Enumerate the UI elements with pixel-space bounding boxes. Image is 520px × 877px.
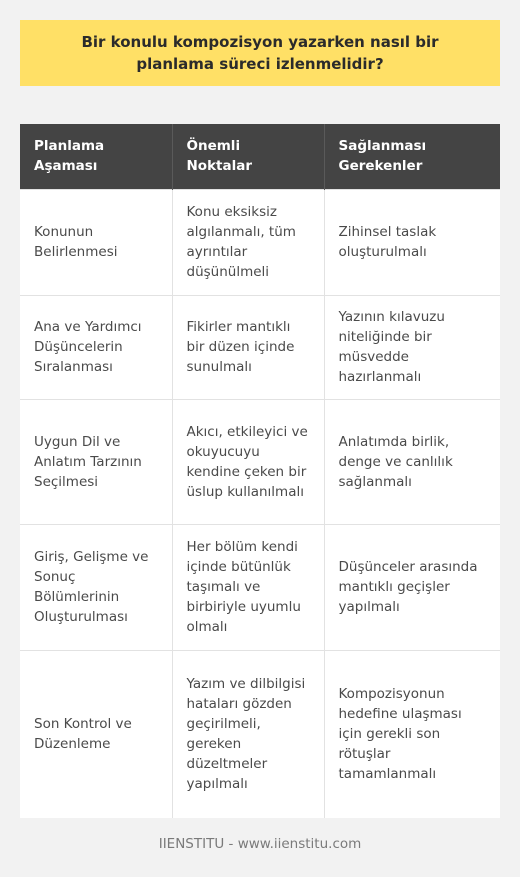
table-cell: Anlatımda birlik, denge ve canlılık sağlanmalı: [324, 399, 500, 524]
table-cell: Konu eksiksiz algılanmalı, tüm ayrıntılar düşünülmeli: [172, 189, 324, 295]
column-header-key-points: Önemli Noktalar: [172, 124, 324, 189]
table-cell: Ana ve Yardımcı Düşüncelerin Sıralanması: [20, 295, 172, 399]
table-cell: Fikirler mantıklı bir düzen içinde sunulmalı: [172, 295, 324, 399]
table-row: [20, 295, 500, 399]
table-cell: Zihinsel taslak oluşturulmalı: [324, 189, 500, 295]
table-row: [20, 189, 500, 295]
table-cell: Yazının kılavuzu niteliğinde bir müsvedde hazırlanmalı: [324, 295, 500, 399]
footer-credit: IIENSTITU - www.iienstitu.com: [158, 836, 362, 852]
table-cell: Akıcı, etkileyici ve okuyucuyu kendine çeken bir üslup kullanılmalı: [172, 399, 324, 524]
page-title: Bir konulu kompozisyon yazarken nasıl bir planlama süreci izlenmelidir?: [81, 33, 439, 73]
table-row: [20, 524, 500, 650]
table-row: [20, 650, 500, 818]
table-header-row: [20, 124, 500, 189]
table-cell: Kompozisyonun hedefine ulaşması için gerekli son rötuşlar tamamlanmalı: [324, 650, 500, 818]
table-cell: Konunun Belirlenmesi: [20, 189, 172, 295]
title-banner: [20, 20, 500, 86]
planning-table: [20, 124, 500, 818]
table-cell: Yazım ve dilbilgisi hataları gözden geçirilmeli, gereken düzeltmeler yapılmalı: [172, 650, 324, 818]
table-cell: Uygun Dil ve Anlatım Tarzının Seçilmesi: [20, 399, 172, 524]
table-cell: Her bölüm kendi içinde bütünlük taşımalı ve birbiriyle uyumlu olmalı: [172, 524, 324, 650]
table-cell: Son Kontrol ve Düzenleme: [20, 650, 172, 818]
table-row: [20, 399, 500, 524]
table-cell: Giriş, Gelişme ve Sonuç Bölümlerinin Oluşturulması: [20, 524, 172, 650]
column-header-requirements: Sağlanması Gerekenler: [324, 124, 500, 189]
table-cell: Düşünceler arasında mantıklı geçişler yapılmalı: [324, 524, 500, 650]
column-header-stage: Planlama Aşaması: [20, 124, 172, 189]
